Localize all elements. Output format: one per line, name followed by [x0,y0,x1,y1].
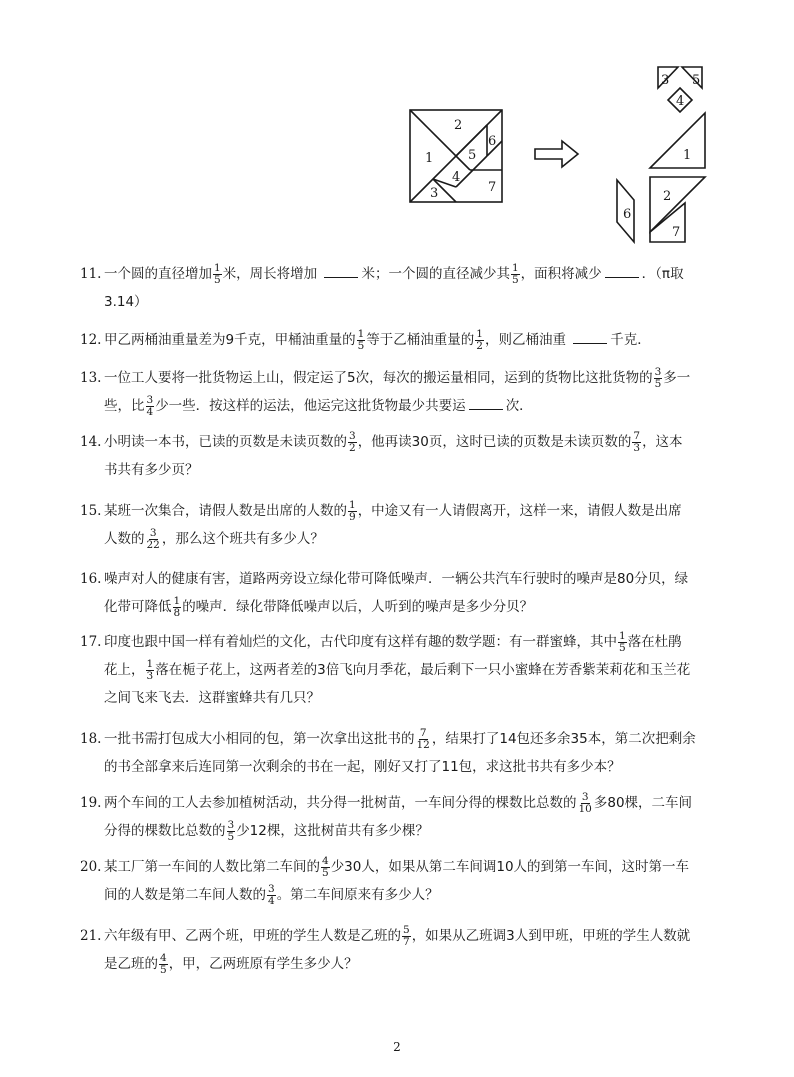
fraction: $\frac{3}{4}$ [146,393,154,418]
question-number: 14. [80,434,102,450]
question-14: 14. 小明读一本书，已读的页数是未读页数的 $\frac{3}{2}$ ，他再读30页，这时已读的页数是未读页数的 $\frac{7}{3}$ ，这本 书共有多少页？ [80,429,683,478]
square-label-2: 2 [454,118,463,133]
fraction: $\frac{1}{9}$ [349,498,356,523]
question-16: 16. 噪声对人的健康有害，道路两旁设立绿化带可降低噪声．一辆公共汽车行驶时的噪声是80分贝，绿 化带可降低 $\frac{1}{8}$ 的噪声．绿化带降低噪声以后，人听到的噪声是多少分贝？ [80,565,720,621]
square-label-3: 3 [430,186,439,201]
fraction: $\frac{3}{2}$ [349,429,356,454]
question-number: 19. [80,795,102,811]
question-18: 18. 一批书需打包成大小相同的包，第一次拿出这批书的 $\frac{7}{12}$ ，结果打了14包还多余35本，第二次把剩余 的书全部拿来后连同第一次剩余的书在一起，刚好又打了11包，求这批书共有多少本？ [80,726,696,775]
fraction: $\frac{4}{5}$ [160,951,167,976]
question-number: 12. [80,332,102,348]
question-number: 16. [80,571,102,587]
tangram-figure [400,55,720,250]
fox-label-7: 7 [672,225,681,240]
question-number: 13. [80,370,102,386]
fraction: $\frac{1}{3}$ [146,657,154,682]
question-17: 17. 印度也跟中国一样有着灿烂的文化，古代印度有这样有趣的数学题：有一群蜜蜂，其中 $\frac{1}{5}$ 落在杜鹃 花上， $\frac{1}{3}$ 落在栀子花上，这两者差的3倍飞向月季花，最后剩下一只小蜜蜂在芳香紫茉莉花和玉兰花 之间飞来飞去．这群蜜蜂共有几只？ [80,629,691,706]
fraction: $\frac{1}{5}$ [619,629,626,654]
answer-blank[interactable] [469,397,503,410]
square-label-7: 7 [488,180,497,195]
fraction: $\frac{5}{7}$ [403,923,410,948]
question-19: 19. 两个车间的工人去参加植树活动，共分得一批树苗，一车间分得的棵数比总数的 $\frac{3}{10}$ 多80棵，二车间 分得的棵数比总数的 $\frac{3}{5}$ 少12棵，这批树苗共有多少棵？ [80,790,693,843]
question-12: 12. 甲乙两桶油重量差为9千克，甲桶油重量的 $\frac{1}{5}$ 等于乙桶油重量的 $\frac{1}{2}$ ，则乙桶油重 千克． [80,326,720,354]
question-11: 11. 一个圆的直径增加 $\frac{1}{5}$ 米，周长将增加 米；一个圆的直径减少其 $\frac{1}{5}$ ，面积将减少 ．（π取 3.14） [80,261,684,310]
question-21: 21. 六年级有甲、乙两个班，甲班的学生人数是乙班的 $\frac{5}{7}$ ，如果从乙班调3人到甲班，甲班的学生人数就 是乙班的 $\frac{4}{5}$ ，甲，乙两班原有学生多少人？ [80,923,691,976]
fox-label-6: 6 [623,207,632,222]
question-number: 11. [80,266,102,282]
fraction: $\frac{1}{5}$ [214,261,221,286]
question-number: 18. [80,731,102,747]
fox-label-5: 5 [692,73,701,88]
page-number: 2 [393,1040,401,1054]
question-number: 21. [80,928,102,944]
question-15: 15. 某班一次集合，请假人数是出席的人数的 $\frac{1}{9}$ ，中途又有一人请假离开，这样一来，请假人数是出席 人数的 $\frac{3}{22}$ ，那么这个班共有多少人？ [80,498,682,551]
question-number: 17. [80,634,102,650]
square-label-6: 6 [488,134,497,149]
fraction: $\frac{4}{5}$ [322,854,329,879]
answer-blank[interactable] [324,265,358,278]
fraction: $\frac{3}{5}$ [654,365,662,390]
fraction: $\frac{7}{12}$ [416,726,430,751]
square-label-1: 1 [425,151,434,166]
fraction: $\frac{1}{2}$ [476,327,483,352]
fraction: $\frac{1}{8}$ [173,594,181,619]
fraction: $\frac{3}{5}$ [227,818,235,843]
answer-blank[interactable] [605,265,639,278]
fox-label-3: 3 [661,73,670,88]
fraction: $\frac{1}{5}$ [357,327,365,352]
fox-label-4: 4 [676,94,685,109]
fox-label-2: 2 [663,189,672,204]
fraction: $\frac{3}{10}$ [578,790,592,815]
fraction: $\frac{1}{5}$ [511,261,519,286]
fraction: $\frac{7}{3}$ [633,429,641,454]
square-label-5: 5 [468,148,477,163]
square-label-4: 4 [452,170,461,185]
fox-label-1: 1 [683,148,692,163]
fraction: $\frac{3}{22}$ [146,526,160,551]
question-20: 20. 某工厂第一车间的人数比第二车间的 $\frac{4}{5}$ 少30人，如果从第二车间调10人的到第一车间，这时第一车 间的人数是第二车间人数的 $\frac{3}{4}$ 。第二车间原来有多少人？ [80,854,690,907]
question-number: 20. [80,859,102,875]
right-arrow-icon [535,141,578,167]
question-number: 15. [80,503,102,519]
question-13: 13. 一位工人要将一批货物运上山，假定运了5次，每次的搬运量相同，运到的货物比这批货物的 $\frac{3}{5}$ 多一 些，比 $\frac{3}{4}$ 少一些．按这样的运法，他运完这批货物最少共要运 次． [80,365,691,418]
fraction: $\frac{3}{4}$ [268,882,275,907]
answer-blank[interactable] [573,331,607,344]
